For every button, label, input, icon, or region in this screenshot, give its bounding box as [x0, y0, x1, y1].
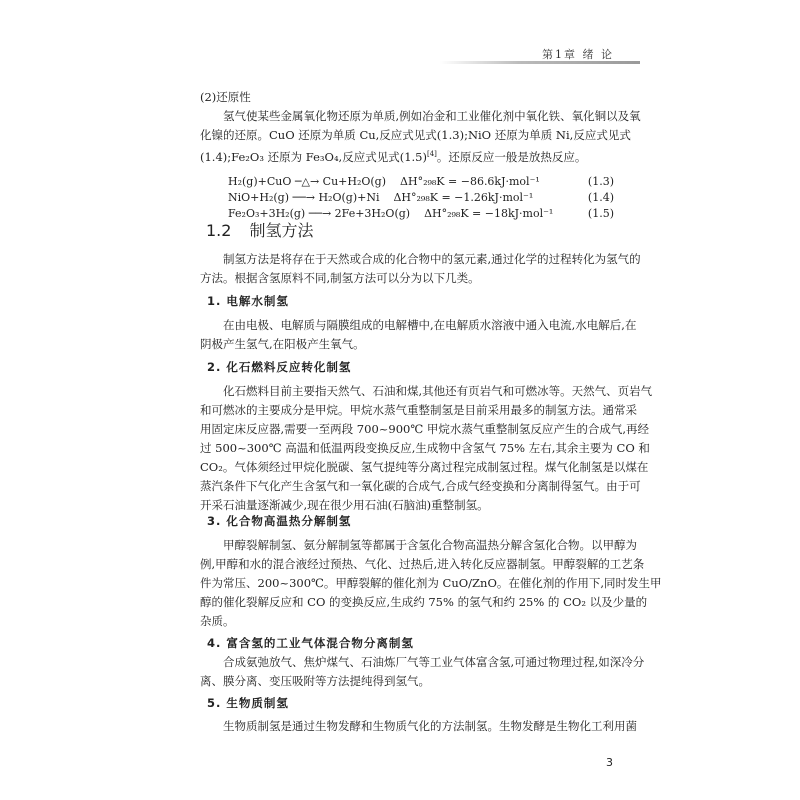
text-line: 例,甲醇和水的混合液经过预热、气化、过热后,进入转化反应器制氢。甲醇裂解的工艺条	[200, 557, 645, 571]
subsection-title: 2. 化石燃料反应转化制氢	[207, 360, 352, 374]
equation-1-4	[228, 190, 614, 206]
text-line: 过 500~300℃ 高温和低温两段变换反应,生成物中含氢气 75% 左右,其余主要为 CO 和	[200, 441, 650, 455]
text-line: 阴极产生氢气,在阳极产生氧气。	[200, 337, 365, 351]
section-number: 1.2	[206, 221, 232, 240]
text-line: 蒸汽条件下气化产生含氢气和一氧化碳的合成气,合成气经变换和分离制得氢气。由于可	[200, 479, 641, 493]
subsection-title: 3. 化合物高温热分解制氢	[207, 514, 352, 528]
section-heading	[206, 218, 313, 241]
text-line: 在由电极、电解质与隔膜组成的电解槽中,在电解质水溶液中通入电流,水电解后,在	[223, 318, 637, 332]
equation-enthalpy: ΔH°₂₉₈K = −86.6kJ·mol⁻¹	[400, 175, 540, 188]
text-line: 氢气使某些金属氧化物还原为单质,例如冶金和工业催化剂中氧化铁、氧化铜以及氧	[223, 109, 641, 123]
text-line: 制氢方法是将存在于天然或合成的化合物中的氢元素,通过化学的过程转化为氢气的	[223, 252, 641, 266]
text-line: 和可燃冰的主要成分是甲烷。甲烷水蒸气重整制氢是目前采用最多的制氢方法。通常采	[200, 403, 637, 417]
equation-number: (1.4)	[587, 191, 614, 204]
text-line: 甲醇裂解制氢、氨分解制氢等都属于含氢化合物高温热分解含氢化合物。以甲醇为	[223, 538, 637, 552]
text-line: 用固定床反应器,需要一至两段 700~900℃ 甲烷水蒸气重整制氢反应产生的合成气,再经	[200, 422, 650, 436]
text-line: 化镍的还原。CuO 还原为单质 Cu,反应式见式(1.3);NiO 还原为单质 Ni,反应式见式	[200, 128, 631, 142]
citation: [4]	[426, 150, 437, 158]
subsection-paragraph	[200, 316, 637, 354]
text-line: 化石燃料目前主要指天然气、石油和煤,其他还有页岩气和可燃冰等。天然气、页岩气	[223, 384, 653, 398]
text-line: CO₂。气体须经过甲烷化脱碳、氢气提纯等分离过程完成制氢过程。煤气化制氢是以煤在	[200, 460, 649, 474]
equation-enthalpy: ΔH°₂₉₈K = −1.26kJ·mol⁻¹	[393, 191, 534, 204]
section-title: 制氢方法	[249, 221, 314, 240]
text-line: 开采石油量逐渐减少,现在很少用石油(石脑油)重整制氢。	[200, 498, 489, 512]
subsection-paragraph	[200, 382, 653, 515]
running-header: 第1章 绪 论	[542, 48, 614, 61]
text-line: 生物质制氢是通过生物发酵和生物质气化的方法制氢。生物发酵是生物化工利用菌	[223, 719, 637, 733]
subsection-title: 5. 生物质制氢	[207, 696, 289, 710]
reduction-paragraph	[200, 107, 641, 164]
text-line: 离、膜分离、变压吸附等方法提纯得到氢气。	[200, 674, 430, 688]
equation-reaction: NiO+H₂(g) ──→ H₂O(g)+Ni	[228, 191, 380, 204]
text-fragment: 。还原反应一般是放热反应。	[436, 149, 587, 164]
text-line: 方法。根据含氢原料不同,制氢方法可以分为以下几类。	[200, 271, 480, 285]
text-fragment: (1.4);Fe₂O₃ 还原为 Fe₃O₄,反应式见式(1.5)	[200, 149, 427, 164]
intro-paragraph	[200, 250, 641, 288]
subsection-paragraph	[200, 717, 637, 736]
text-line: 杂质。	[200, 614, 235, 628]
text-line: 醇的催化裂解反应和 CO 的变换反应,生成约 75% 的氢气和约 25% 的 CO₂ 以及少量的	[200, 595, 648, 609]
header-rule	[440, 61, 640, 64]
subsection-title: 1. 电解水制氢	[207, 294, 289, 308]
equation-1-3	[228, 174, 614, 190]
subsection-title: 4. 富含氢的工业气体混合物分离制氢	[207, 636, 414, 650]
equation-reaction: H₂(g)+CuO ─△→ Cu+H₂O(g)	[228, 175, 387, 188]
subsection-paragraph	[200, 536, 662, 631]
equation-number: (1.3)	[587, 175, 614, 188]
equation-reaction: Fe₂O₃+3H₂(g) ──→ 2Fe+3H₂O(g)	[228, 207, 411, 220]
equation-enthalpy: ΔH°₂₉₈K = −18kJ·mol⁻¹	[424, 207, 554, 220]
page-number: 3	[606, 756, 613, 769]
equation-number: (1.5)	[587, 207, 614, 220]
subsection-paragraph	[200, 653, 645, 691]
text-line	[200, 145, 614, 164]
reduction-label: (2)还原性	[200, 90, 251, 104]
text-line: 合成氨弛放气、焦炉煤气、石油炼厂气等工业气体富含氢,可通过物理过程,如深冷分	[223, 655, 645, 669]
text-line: 件为常压、200~300℃。甲醇裂解的催化剂为 CuO/ZnO。在催化剂的作用下,同时发生甲	[200, 576, 662, 590]
